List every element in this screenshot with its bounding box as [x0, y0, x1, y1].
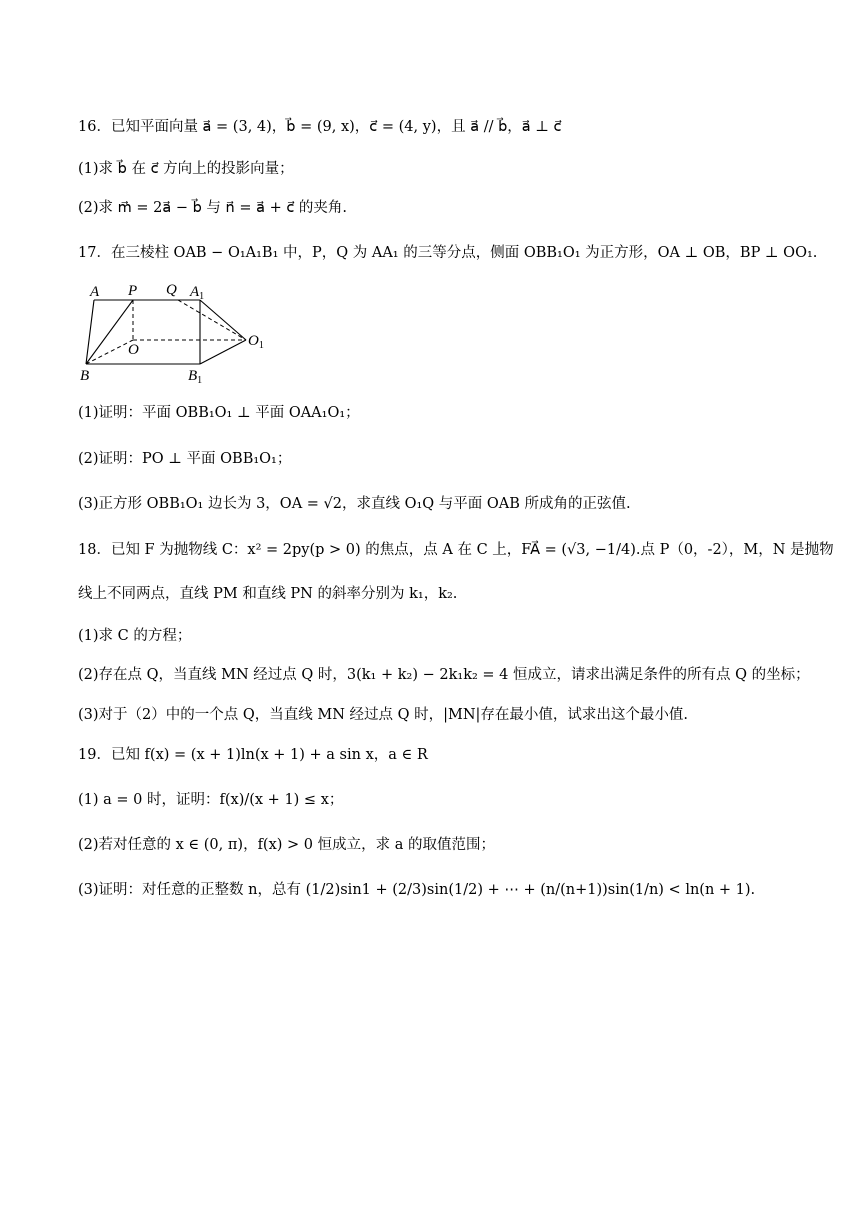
p16-q1: (1)求 b⃗ 在 c⃗ 方向上的投影向量； [78, 161, 294, 177]
p17-stem: 17．在三棱柱 OAB − O₁A₁B₁ 中，P，Q 为 AA₁ 的三等分点，侧面 OBB₁O₁ 为正方形，OA ⊥ OB，BP ⊥ OO₁. [78, 245, 818, 261]
p19-q1: (1) a = 0 时，证明：f(x)/(x + 1) ≤ x； [78, 792, 344, 808]
label-Q: Q [166, 282, 177, 298]
label-O1: $O_1$ [248, 333, 264, 351]
p18-q3: (3)对于（2）中的一个点 Q，当直线 MN 经过点 Q 时，|MN|存在最小值，试求出这个最小值. [78, 707, 689, 723]
p17-q1: (1)证明：平面 OBB₁O₁ ⊥ 平面 OAA₁O₁； [78, 405, 360, 421]
label-A: A [90, 284, 100, 300]
p18-stem-cont: 线上不同两点，直线 PM 和直线 PN 的斜率分别为 k₁，k₂. [78, 586, 458, 602]
p17-q2: (2)证明：PO ⊥ 平面 OBB₁O₁； [78, 451, 292, 467]
p18-stem: 18．已知 F 为抛物线 C：x² = 2py(p > 0) 的焦点，点 A 在 C 上，FA⃗ = (√3, −1/4).点 P（0，-2），M，N 是抛物 [78, 542, 834, 558]
p19-stem: 19．已知 f(x) = (x + 1)ln(x + 1) + a sin x，a ∈ R [78, 747, 428, 763]
p18-q1: (1)求 C 的方程； [78, 628, 192, 644]
label-B: B [80, 368, 90, 384]
label-B1: $B_1$ [188, 368, 203, 386]
p19-q3: (3)证明：对任意的正整数 n，总有 (1/2)sin1 + (2/3)sin(1/2) + ⋯ + (n/(n+1))sin(1/n) < ln(n + 1). [78, 882, 756, 898]
label-O: O [128, 342, 139, 358]
p18-q2: (2)存在点 Q，当直线 MN 经过点 Q 时，3(k₁ + k₂) − 2k₁k₂ = 4 恒成立，请求出满足条件的所有点 Q 的坐标； [78, 667, 810, 683]
label-A1: $A_1$ [190, 284, 205, 302]
label-P: P [128, 283, 138, 299]
p19-q2: (2)若对任意的 x ∈ (0, π)，f(x) > 0 恒成立，求 a 的取值范围； [78, 837, 495, 853]
p16-stem: 16．已知平面向量 a⃗ = (3, 4)，b⃗ = (9, x)，c⃗ = (4, y)，且 a⃗ // b⃗，a⃗ ⊥ c⃗ [78, 119, 562, 135]
p16-q2: (2)求 m⃗ = 2a⃗ − b⃗ 与 n⃗ = a⃗ + c⃗ 的夹角. [78, 200, 348, 216]
prism-diagram [78, 280, 278, 390]
p17-q3: (3)正方形 OBB₁O₁ 边长为 3，OA = √2，求直线 O₁Q 与平面 OAB 所成角的正弦值. [78, 496, 631, 512]
